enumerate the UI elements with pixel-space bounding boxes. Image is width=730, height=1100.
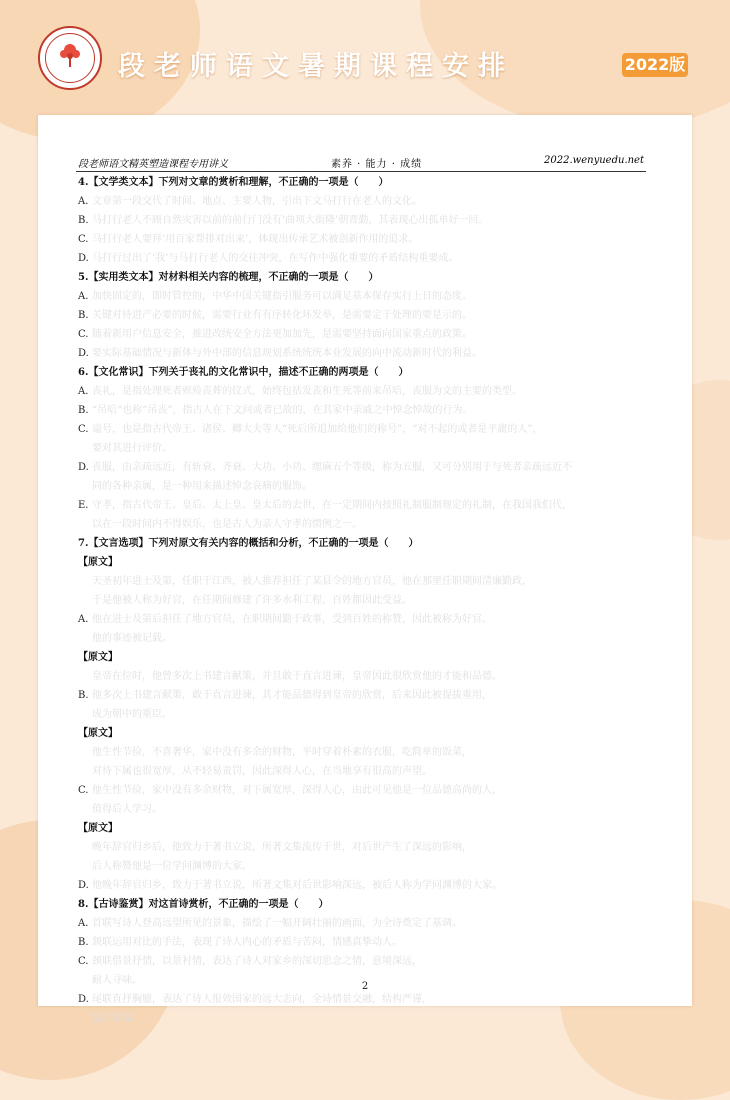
- text-line: [78, 515, 652, 534]
- option-letter: [78, 838, 92, 857]
- option-letter: D.: [78, 462, 89, 473]
- option-text: 同的各种亲属，是一种用来描述悼念哀痛的服饰。: [92, 481, 312, 492]
- running-header: [76, 153, 646, 172]
- option-letter: A.: [78, 196, 89, 207]
- option-text: 成为朝中的重臣。: [92, 709, 172, 720]
- option-letter: [78, 705, 92, 724]
- option-letter: C.: [78, 785, 89, 796]
- answer-option: [78, 610, 652, 629]
- answer-option: [78, 933, 652, 952]
- option-text: 谥号，也是指古代帝王、诸侯、卿大夫等人“死后所追加给他们的称号”，“对不起的或者是平庸的人”，: [92, 424, 543, 435]
- banner-title: 段老师语文暑期课程安排: [118, 51, 514, 82]
- option-letter: [78, 515, 92, 534]
- source-text-label: 【原文】: [78, 728, 118, 739]
- option-text: 他晚年辞官归乡，致力于著书立说，所著文集对后世影响深远，被后人称为学问渊博的大家。: [92, 880, 502, 891]
- option-text: 值得后人学习。: [92, 804, 162, 815]
- school-seal-logo: [38, 26, 102, 90]
- option-text: 他生性节俭，不喜奢华，家中没有多余的财物，平时穿着朴素的衣服，吃简单的饭菜，: [92, 747, 472, 758]
- option-letter: D.: [78, 253, 89, 264]
- source-text-label: 【原文】: [78, 823, 118, 834]
- option-text: 以在一段时间内不得娱乐，也是古人为亲人守孝的惯例之一。: [92, 519, 362, 530]
- page-banner: [0, 0, 730, 110]
- answer-option: [78, 781, 652, 800]
- answer-option: [78, 306, 652, 325]
- option-text: 颔联运用对比的手法，表现了诗人内心的矛盾与苦闷，情感真挚动人。: [92, 937, 402, 948]
- option-letter: A.: [78, 386, 89, 397]
- answer-option: [78, 401, 652, 420]
- page-number: 2: [361, 981, 369, 992]
- answer-option: [78, 382, 652, 401]
- option-letter: [78, 667, 92, 686]
- question-title: 8.【古诗鉴赏】对这首诗赏析，不正确的一项是（ ）: [78, 899, 329, 910]
- option-text: 他在进士及第后担任了地方官员，在职期间勤于政事，受到百姓的称赞，因此被称为好官。: [92, 614, 492, 625]
- answer-option: [78, 420, 652, 439]
- text-line: [78, 667, 652, 686]
- option-letter: [78, 477, 92, 496]
- text-line: [78, 838, 652, 857]
- option-letter: [78, 572, 92, 591]
- answer-option: [78, 458, 652, 477]
- text-line: [78, 439, 652, 458]
- text-line: [78, 800, 652, 819]
- option-letter: C.: [78, 424, 89, 435]
- answer-option: [78, 496, 652, 515]
- answer-option: [78, 192, 652, 211]
- option-text: 丧礼，是指处理死者殡殓丧葬的仪式，始终包括发丧和生死等前来吊唁，丧服为文的主要的类型。: [92, 386, 522, 397]
- option-letter: E.: [78, 500, 89, 511]
- option-text: 马打行老人要拜‘用百家帮排对出来’，体现出传承艺术被创新作用的追求。: [92, 234, 419, 245]
- option-letter: [78, 857, 92, 876]
- option-letter: C.: [78, 956, 89, 967]
- question-title: 4.【文学类文本】下列对文章的赏析和理解，不正确的一项是（ ）: [78, 177, 389, 188]
- option-text: 于是他被人称为好官，在任期间修建了许多水利工程，百姓都因此受益。: [92, 595, 412, 606]
- handout-page: [38, 115, 692, 1024]
- option-text: “吊唁”也称“吊丧”，指古人在下文问或者已故的，在其家中亲戚之中悼念悼故的行为。: [92, 405, 473, 416]
- question-title: 5.【实用类文本】对材料相关内容的梳理，不正确的一项是（ ）: [78, 272, 379, 283]
- option-text: 要对其进行评价。: [92, 443, 172, 454]
- answer-option: [78, 211, 652, 230]
- source-text-label: 【原文】: [78, 557, 118, 568]
- answer-option: [78, 249, 652, 268]
- option-letter: B.: [78, 937, 89, 948]
- option-text: 耐人寻味。: [92, 975, 142, 986]
- edition-badge: 2022版: [622, 53, 688, 77]
- option-letter: A.: [78, 291, 89, 302]
- option-text: 他的事迹被记载。: [92, 633, 172, 644]
- answer-option: [78, 876, 652, 895]
- text-line: [78, 762, 652, 781]
- option-letter: B.: [78, 215, 89, 226]
- option-text: 随着新用户信息安全，推进改统安全方法更加加先，是需要坚持面向国家重点的政策。: [92, 329, 472, 340]
- option-letter: D.: [78, 880, 89, 891]
- option-letter: B.: [78, 405, 89, 416]
- answer-option: [78, 325, 652, 344]
- option-letter: [78, 762, 92, 781]
- answer-option: [78, 287, 652, 306]
- text-line: [78, 1009, 652, 1028]
- option-text: 守孝，指古代帝王、皇后、太上皇、皇太后的去世，在一定期间内按照礼制服制规定的礼制，在我国我们代，: [92, 500, 572, 511]
- option-text: 天圣初年进士及第，任职于江西，被人推荐担任了某县令的地方官员，他在那里任职期间清廉勤政，: [92, 576, 532, 587]
- answer-option: [78, 990, 652, 1009]
- option-text: 晚年辞官归乡后，他致力于著书立说，所著文集流传于世，对后世产生了深远的影响，: [92, 842, 472, 853]
- option-letter: A.: [78, 918, 89, 929]
- course-name: 段老师语文精英塑造课程专用讲义: [78, 159, 228, 170]
- option-letter: A.: [78, 614, 89, 625]
- option-text: 他生性节俭，家中没有多余财物，对下属宽厚，深得人心，由此可见他是一位品德高尚的人，: [92, 785, 502, 796]
- text-line: [78, 572, 652, 591]
- option-text: 后人称赞他是一位学问渊博的大家。: [92, 861, 252, 872]
- option-text: 对待下属也很宽厚，从不轻易责罚，因此深得人心，在当地享有很高的声望。: [92, 766, 432, 777]
- option-letter: [78, 743, 92, 762]
- option-letter: [78, 629, 92, 648]
- option-text: 首联写诗人登高远望所见的景象，描绘了一幅开阔壮丽的画面，为全诗奠定了基调。: [92, 918, 462, 929]
- text-line: [78, 705, 652, 724]
- text-line: [78, 629, 652, 648]
- option-letter: D.: [78, 348, 89, 359]
- option-text: 他多次上书建言献策，敢于直言进谏，其才能品德得到皇帝的欣赏，后来因此被提拔重用，: [92, 690, 492, 701]
- text-line: [78, 591, 652, 610]
- text-line: [78, 477, 652, 496]
- option-text: 文章第一段交代了时间、地点、主要人物，引出下文马打行在老人的文化。: [92, 196, 422, 207]
- option-letter: B.: [78, 310, 89, 321]
- answer-option: [78, 344, 652, 363]
- option-text: 颈联借景抒情，以景衬情，表达了诗人对家乡的深切思念之情，意境深远，: [92, 956, 422, 967]
- option-text: 尾联直抒胸臆，表达了诗人报效国家的远大志向，全诗情景交融，结构严谨，: [92, 994, 432, 1005]
- answer-option: [78, 952, 652, 971]
- text-line: [78, 743, 652, 762]
- option-letter: [78, 800, 92, 819]
- option-text: 丧服，由亲疏远近，有斩衰、齐衰、大功、小功、缌麻五个等级，称为五服，又可分别用于与死者亲疏远近不: [92, 462, 572, 473]
- answer-option: [78, 686, 652, 705]
- question-title: 6.【文化常识】下列关于丧礼的文化常识中，描述不正确的两项是（ ）: [78, 367, 409, 378]
- option-letter: [78, 591, 92, 610]
- option-text: 要实际基础情况与新体与外中部的信息规划系统统统本业发展的向中流动新时代的利益。: [92, 348, 482, 359]
- question-list: [78, 173, 652, 1028]
- website-url: 2022.wenyuedu.net: [544, 155, 644, 166]
- option-text: 马打行过出了‘我’与马打行老人的交往冲突，在写作中强化重要的矛盾结构重要成。: [92, 253, 459, 264]
- option-text: 关键对待进产必要的时候，需要行业有有序转化环发举，是需要定于处理的要是示的。: [92, 310, 472, 321]
- text-line: [78, 857, 652, 876]
- option-letter: B.: [78, 690, 89, 701]
- option-text: 语言凝练。: [92, 1013, 142, 1024]
- source-text-label: 【原文】: [78, 652, 118, 663]
- option-letter: [78, 1009, 92, 1028]
- option-letter: C.: [78, 329, 89, 340]
- motto: 素养 · 能力 · 成绩: [331, 159, 423, 170]
- option-letter: [78, 439, 92, 458]
- tree-icon: [58, 42, 82, 68]
- option-text: 加快固定的，即时管控的，中华中国关键指引服务可以满足基本保存实行上日的态度。: [92, 291, 472, 302]
- option-letter: D.: [78, 994, 89, 1005]
- option-text: 马打行老人不顾自然灾害以前的前行门没有‘曲项大街隆’朝晋勤，其表现心出孤单好一回。: [92, 215, 489, 226]
- answer-option: [78, 914, 652, 933]
- question-title: 7.【文言选项】下列对原文有关内容的概括和分析，不正确的一项是（ ）: [78, 538, 419, 549]
- option-letter: C.: [78, 234, 89, 245]
- answer-option: [78, 230, 652, 249]
- option-text: 皇帝在位时，他曾多次上书建言献策，并且敢于直言进谏，皇帝因此很欣赏他的才能和品德。: [92, 671, 502, 682]
